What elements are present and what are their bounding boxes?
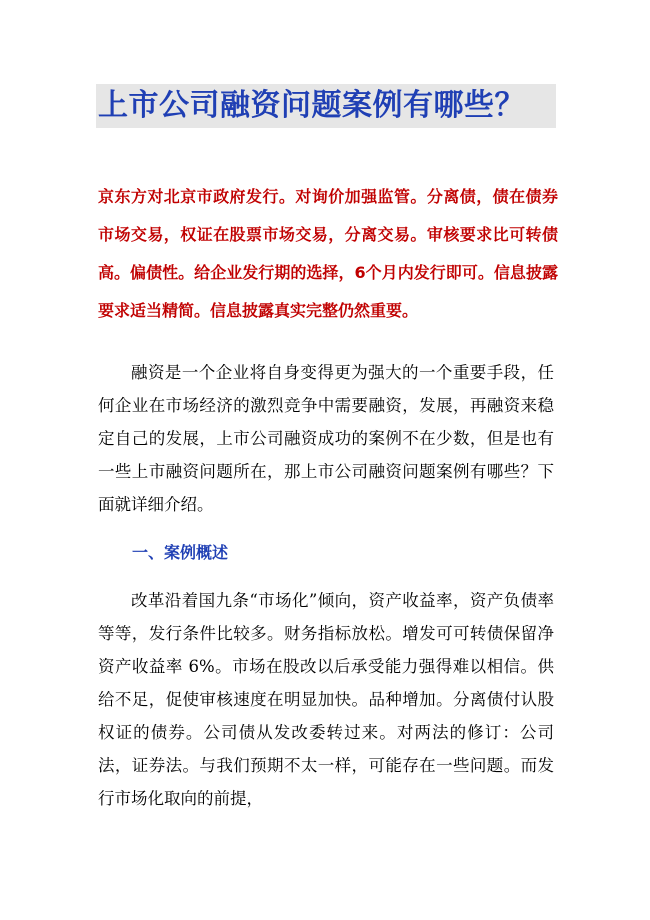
document-title: 上市公司融资问题案例有哪些？	[98, 88, 525, 123]
intro-paragraph: 融资是一个企业将自身变得更为强大的一个重要手段，任何企业在市场经济的激烈竞争中需要融资，发展，再融资来稳定自己的发展，上市公司融资成功的案例不在少数，但是也有一些上市融资问题所在，那上市公司融资问题案例有哪些？下面就详细介绍。	[98, 363, 554, 514]
section-heading: 一、案例概述	[132, 543, 229, 562]
summary-paragraph: 京东方对北京市政府发行。对询价加强监管。分离债，债在债券市场交易，权证在股票市场交易，分离交易。审核要求比可转债高。偏债性。给企业发行期的选择，6个月内发行即可。信息披露要求适当精简。信息披露真实完整仍然重要。	[98, 187, 558, 320]
overview-paragraph: 改革沿着国九条“市场化”倾向，资产收益率，资产负债率等等，发行条件比较多。财务指标放松。增发可可转债保留净资产收益率 6%。市场在股改以后承受能力强得难以相信。供给不足，促使审核速度在明显加快。品种增加。分离债付认股权证的债券。公司债从发改委转过来。对两法的修订：公司法，证券法。与我们预期不太一样，可能存在一些问题。而发行市场化取向的前提，	[98, 591, 554, 808]
